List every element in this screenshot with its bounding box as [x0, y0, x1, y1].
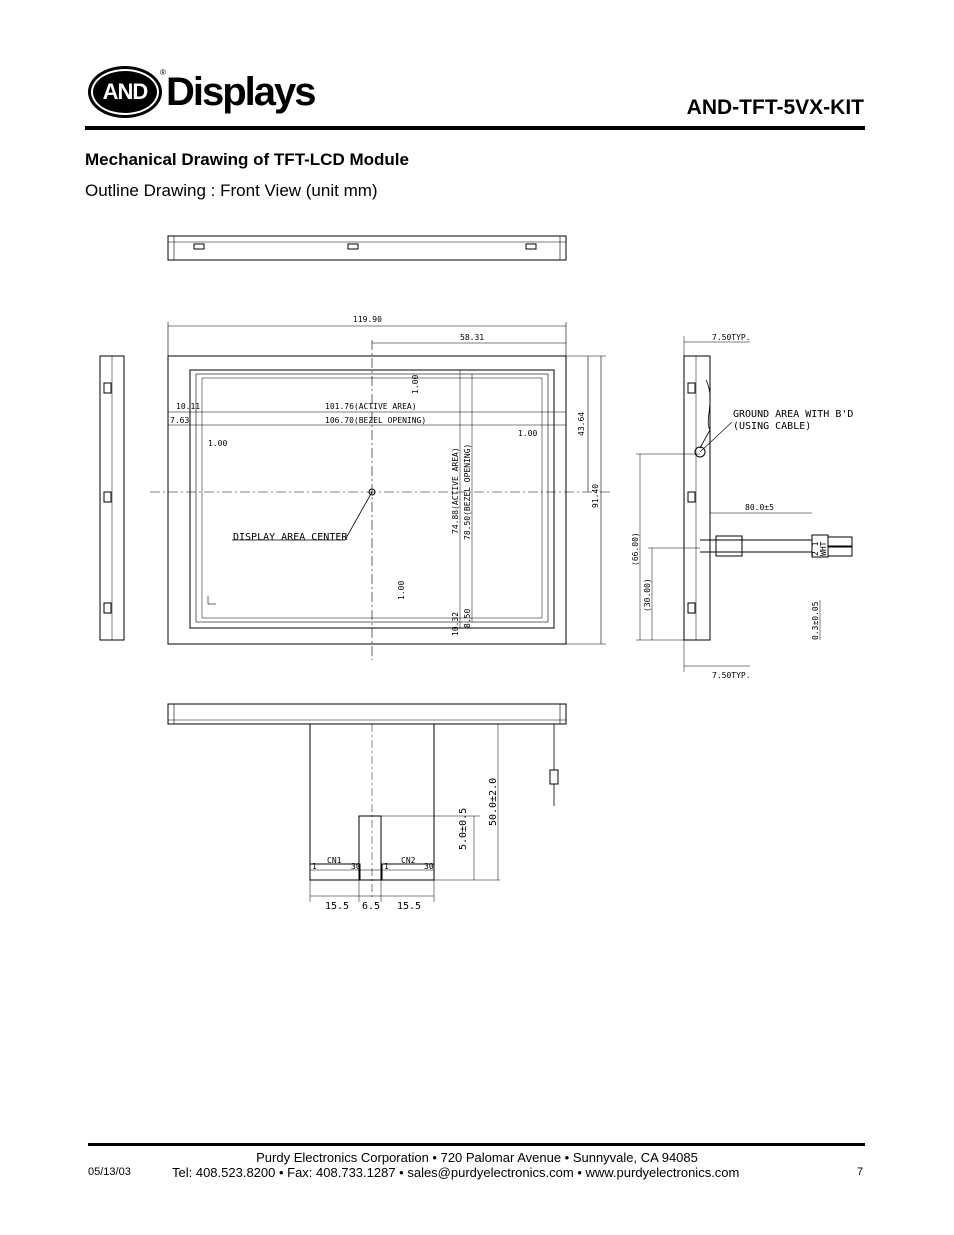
dim-typ-bottom: 7.50TYP.: [712, 671, 751, 680]
footer-address: Purdy Electronics Corporation • 720 Palomar Avenue • Sunnyvale, CA 94085: [256, 1150, 698, 1165]
dim-10-32: 10.32: [451, 611, 460, 636]
logo-registered-mark: ®: [160, 68, 166, 77]
ground-area-sublabel: (USING CABLE): [733, 421, 812, 432]
dim-10-11: 10.11: [176, 402, 201, 411]
dim-6-5: 6.5: [362, 901, 381, 912]
dim-0-3: 0.3±0.05: [811, 601, 820, 640]
dim-width-overall: 119.90: [353, 315, 382, 324]
dim-8-50: 8.50: [463, 608, 472, 628]
dim-7-63: 7.63: [170, 416, 190, 425]
cn2-pin-1: 1: [384, 862, 389, 871]
dim-cable-5: 5.0±0.5: [458, 807, 469, 850]
dim-80-5: 80.0±5: [745, 503, 774, 512]
left-side-view: [100, 356, 124, 640]
connector-pins-label: 2 1: [811, 541, 820, 556]
dim-active-area-height: 74.88(ACTIVE AREA): [451, 447, 460, 534]
footer-contact: Tel: 408.523.8200 • Fax: 408.733.1287 • sales@purdyelectronics.com • www.purdyelectronics.com: [172, 1165, 740, 1180]
cn2-label: CN2: [401, 856, 416, 865]
dim-1-00-top: 1.00: [411, 374, 420, 394]
section-title: Mechanical Drawing of TFT-LCD Module: [85, 150, 409, 169]
dim-half-width: 58.31: [460, 333, 485, 342]
connector-wht-label: WHT: [819, 541, 828, 556]
cn1-label: CN1: [327, 856, 342, 865]
logo-displays-text: Displays: [166, 70, 315, 114]
dim-cable-50: 50.0±2.0: [488, 777, 499, 826]
footer-date: 05/13/03: [88, 1166, 131, 1178]
document-code: AND-TFT-5VX-KIT: [686, 96, 864, 119]
page-number: 7: [857, 1166, 864, 1178]
dim-30-00: (30.00): [643, 578, 652, 612]
dim-bezel-opening-height: 78.50(BEZEL OPENING): [463, 443, 472, 540]
cn2-pin-30: 30: [424, 862, 434, 871]
dim-43-64: 43.64: [577, 411, 586, 436]
logo-and-text: AND: [91, 69, 159, 115]
dim-1-00-bottom: 1.00: [397, 580, 406, 600]
dim-15-5-right: 15.5: [397, 901, 422, 912]
footer-rule: [88, 1143, 865, 1146]
dim-active-area-width: 101.76(ACTIVE AREA): [325, 402, 417, 411]
dim-1-00-right: 1.00: [518, 429, 538, 438]
cn1-pin-1: 1: [312, 862, 317, 871]
front-view: [150, 322, 610, 660]
dim-1-00-left: 1.00: [208, 439, 228, 448]
dim-height-overall: 91.40: [591, 483, 600, 508]
dim-bezel-opening-width: 106.70(BEZEL OPENING): [325, 416, 427, 425]
display-center-label: DISPLAY AREA CENTER: [233, 532, 348, 543]
drawing-subtitle: Outline Drawing : Front View (unit mm): [85, 181, 378, 200]
bottom-view: [168, 704, 566, 902]
dim-66-00: (66.00): [631, 532, 640, 566]
ground-area-label: GROUND AREA WITH B'D: [733, 409, 854, 420]
cn1-pin-30: 30: [351, 862, 361, 871]
top-view: [168, 236, 566, 260]
dim-typ-top: 7.50TYP.: [712, 333, 751, 342]
dim-15-5-left: 15.5: [325, 901, 350, 912]
